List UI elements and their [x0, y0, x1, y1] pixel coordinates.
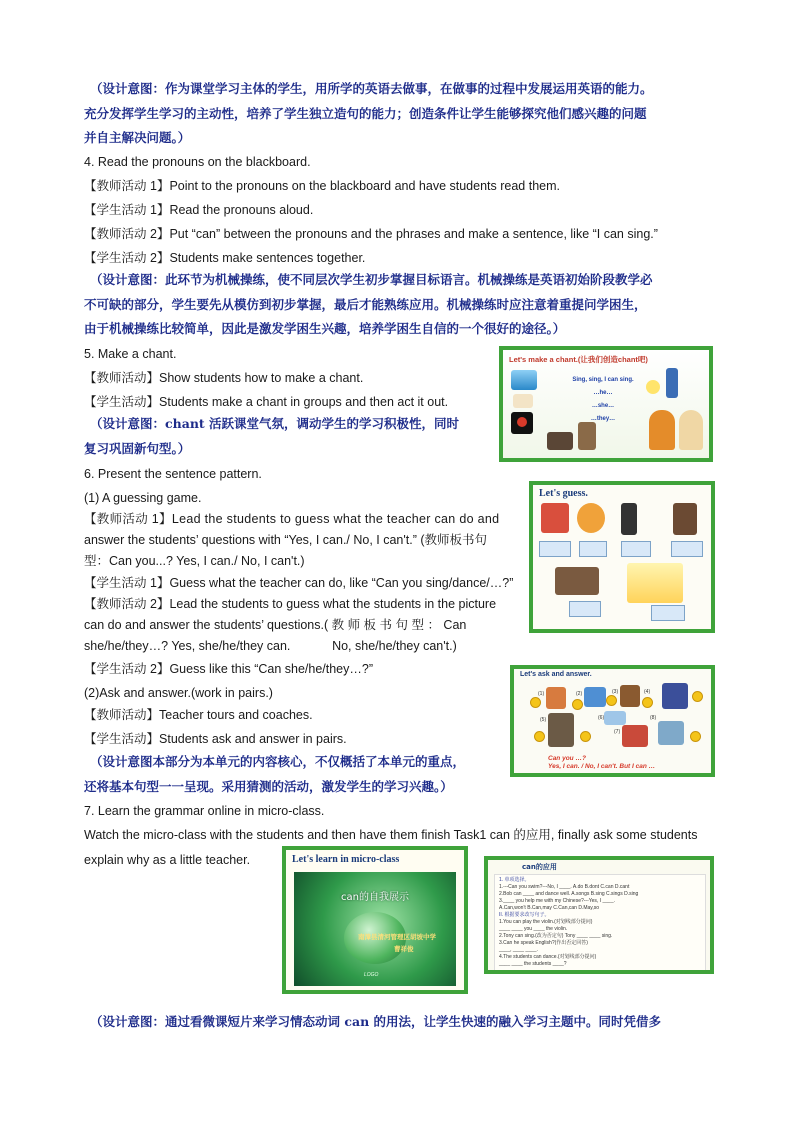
dancer-photo	[621, 503, 637, 535]
step6-sub1: (1) A guessing game.	[84, 491, 202, 505]
design-text: 还将基本句型一一呈现。采用猜测的活动，激发学生的学习兴趣。）	[84, 778, 453, 794]
step5-student	[84, 390, 484, 414]
activity-text: Read the pronouns aloud.	[169, 203, 314, 217]
worksheet-line: ____, ____ ____.	[499, 947, 538, 953]
slide-ask-answer	[510, 665, 715, 777]
step4-student-1	[84, 198, 712, 222]
design-text: 并自主解决问题。）	[84, 130, 191, 145]
picture-number: (3)	[612, 689, 619, 695]
worksheet-line: 3.Can he speak English?(作出否定回答)	[499, 940, 588, 946]
activity-picture	[604, 711, 626, 725]
design-text: 通过看微课短片来学习情态动词 can 的用法，让学生快速的融入学习主题中。同时凭借多	[165, 1014, 662, 1029]
worksheet	[494, 874, 706, 970]
slide-title: Let's guess.	[539, 488, 588, 499]
step6-student-3	[84, 727, 484, 751]
chant-line: Sing, sing, I can sing.	[572, 377, 634, 383]
activity-label: 【教师活动 2】	[84, 227, 170, 241]
activity-label: 【教师活动】	[84, 371, 160, 385]
smiley-icon	[572, 699, 583, 710]
smiley-icon	[534, 731, 545, 742]
picture-number: (7)	[614, 729, 621, 735]
guitar-photo	[673, 503, 697, 535]
activity-label: 【学生活动 1】	[84, 203, 170, 217]
camera-kid-image	[578, 422, 596, 450]
slide-guess	[529, 481, 715, 633]
worksheet-line: 4.The students can dance.(对划线部分提问)	[499, 954, 597, 960]
activity-label: 【教师活动 2】	[84, 597, 170, 611]
kid-image	[679, 410, 703, 450]
activity-text: Students ask and answer in pairs.	[159, 732, 347, 746]
activity-label: 【教师活动 1】	[84, 512, 172, 526]
design-intent-3	[84, 412, 494, 461]
worksheet-line: 2.Bob can ____ and dance well. A.songs B.sing C.sings D.sing	[499, 891, 639, 897]
design-label: （设计意图：	[90, 81, 166, 96]
picture-number: (5)	[540, 717, 547, 723]
worksheet-line: II. 根据要求改写句子。	[499, 912, 550, 918]
step6-teacher-2-line2: can do and answer the students’ questions.( 教 师 板 书 句 型 ： Can	[84, 618, 467, 632]
worksheet-line: 3.____ you help me with my Chinese?---Yes, I ____.	[499, 898, 615, 904]
video-player[interactable]	[294, 872, 456, 986]
step4-heading: 4. Read the pronouns on the blackboard.	[84, 155, 311, 169]
design-text: 充分发挥学生学习的主动性，培养了学生独立造句的能力；创造条件让学生能够探究他们感兴趣的问题	[84, 105, 647, 121]
activity-picture	[620, 685, 640, 707]
activity-text: Guess like this “Can she/he/they…?”	[169, 662, 374, 676]
chess-photo	[555, 567, 599, 595]
activity-text: Put “can” between the pronouns and the phrases and make a sentence, like “I can sing.”	[169, 227, 658, 241]
design-label: （设计意图：	[90, 1014, 166, 1029]
activity-text: Students make sentences together.	[169, 251, 366, 265]
worksheet-line: A.Can,won't B.Can,may C.Can,can D.May,so	[499, 905, 600, 911]
teacher-name: 曹祥俊	[394, 945, 414, 953]
slide-can-task	[484, 856, 714, 974]
design-text: 此环节为机械操练，使不同层次学生初步掌握目标语言。机械操练是英语初始阶段教学必	[165, 272, 653, 287]
smiley-icon	[692, 691, 703, 702]
question-pattern: Can you …?	[548, 755, 586, 762]
slide-title: Let's learn in micro-class	[292, 854, 400, 865]
slide-micro-class	[282, 846, 468, 994]
activity-text: Guess what the teacher can do, like “Can you sing/dance/…?”	[169, 576, 514, 590]
activity-picture	[622, 725, 648, 747]
activity-label: 【学生活动】	[84, 395, 160, 409]
design-label: （设计意图	[90, 754, 153, 769]
step6-teacher-1-line2: answer the students’ questions with “Yes, I can./ No, I can't.” (教师板书句	[84, 533, 488, 547]
worksheet-line: 1. 单项选择。	[499, 877, 530, 883]
step6-teacher-1-line3: 型：Can you...? Yes, I can./ No, I can't.)	[84, 554, 305, 568]
smiley-icon	[530, 697, 541, 708]
picture-number: (8)	[650, 715, 657, 721]
activity-text: Lead the students to guess what the teacher can do and	[171, 512, 500, 526]
answer-box	[569, 601, 601, 617]
swim-photo	[541, 503, 569, 533]
design-intent-2	[84, 268, 714, 342]
answer-box	[651, 605, 685, 621]
activity-text: Lead the students to guess what the students in the picture	[169, 597, 497, 611]
singer-image	[666, 368, 678, 398]
chess-image	[547, 432, 573, 450]
smiley-icon	[690, 731, 701, 742]
swimming-image	[511, 370, 537, 390]
step7-heading: 7. Learn the grammar online in micro-class.	[84, 804, 325, 818]
step4-teacher-2	[84, 222, 712, 246]
design-text: 作为课堂学习主体的学生，用所学的英语去做事，在做事的过程中发展运用英语的能力。	[165, 81, 653, 96]
activity-label: 【学生活动 1】	[84, 576, 170, 590]
pingpong-photo	[627, 563, 683, 603]
design-text: 复习巩固新句型。）	[84, 440, 191, 456]
design-label: （设计意图：	[90, 416, 166, 431]
step6-teacher-2-line3: she/he/they…? Yes, she/he/they can. No, she/he/they can't.)	[84, 639, 457, 653]
design-intent-5	[84, 1010, 714, 1035]
picture-number: (6)	[598, 715, 605, 721]
design-intent-4	[84, 750, 509, 799]
chant-line: …they…	[590, 416, 616, 422]
step7-line1: Watch the micro-class with the students and then have them finish Task1 can 的应用, finally ask some students	[84, 828, 698, 842]
activity-label: 【学生活动 2】	[84, 251, 170, 265]
design-text: 本部分为本单元的内容核心，不仅概括了本单元的重点，	[152, 754, 466, 769]
worksheet-line: 1.---Can you swim?---No, I ____. A.do B.dont C.can D.cant	[499, 884, 630, 890]
design-intent-1	[84, 77, 714, 151]
slide-title: Let's make a chant.(让我们创造chant吧)	[509, 355, 648, 364]
chant-line: …he…	[593, 390, 613, 396]
worksheet-line: ____ ____ the students ____?	[499, 961, 567, 967]
picture-number: (1)	[538, 691, 545, 697]
step6-teacher-3	[84, 703, 484, 727]
picture-number: (4)	[644, 689, 651, 695]
bird-image	[513, 394, 533, 408]
activity-picture	[662, 683, 688, 709]
worksheet-line: ____ ____ you ____ the violin.	[499, 926, 568, 932]
flower-image	[511, 412, 533, 434]
activity-label: 【教师活动】	[84, 708, 160, 722]
speaker-image	[646, 380, 660, 394]
answer-box	[621, 541, 651, 557]
smiley-icon	[606, 695, 617, 706]
activity-label: 【学生活动】	[84, 732, 160, 746]
activity-text: Point to the pronouns on the blackboard and have students read them.	[169, 179, 560, 193]
picture-number: (2)	[576, 691, 583, 697]
slide-title: Let's ask and answer.	[520, 671, 592, 678]
qa-pattern	[548, 755, 655, 771]
activity-label: 【学生活动 2】	[84, 662, 170, 676]
answer-box	[671, 541, 703, 557]
activity-picture	[546, 687, 566, 709]
design-label: （设计意图：	[90, 272, 166, 287]
design-text: chant 活跃课堂气氛，调动学生的学习积极性，同时	[165, 416, 460, 431]
school-name: 南漳县清河管理区胡坡中学	[358, 933, 436, 941]
activity-text: Teacher tours and coaches.	[159, 708, 313, 722]
slide-chant	[499, 346, 713, 462]
step5-teacher	[84, 366, 484, 390]
step6-student-2	[84, 657, 484, 681]
activity-label: 【教师活动 1】	[84, 179, 170, 193]
activity-picture	[548, 713, 574, 747]
step4-student-2	[84, 246, 712, 270]
activity-text: Show students how to make a chant.	[159, 371, 364, 385]
activity-picture	[658, 721, 684, 745]
answer-box	[579, 541, 607, 557]
smiley-icon	[580, 731, 591, 742]
activity-text: Students make a chant in groups and then act it out.	[159, 395, 449, 409]
step7-line2: explain why as a little teacher.	[84, 853, 251, 867]
kids-image	[649, 410, 675, 450]
design-text: 不可缺的部分，学生要先从模仿到初步掌握，最后才能熟练应用。机械操练时应注意着重提问学困生，	[84, 296, 647, 312]
video-title: can的自我展示	[341, 892, 409, 903]
design-text: 由于机械操练比较简单，因此是激发学困生兴趣，培养学困生自信的一个很好的途径。）	[84, 321, 566, 336]
smiley-icon	[642, 697, 653, 708]
worksheet-line: 1.You can play the violin.(对划线部分提问)	[499, 919, 593, 925]
step6-heading: 6. Present the sentence pattern.	[84, 467, 262, 481]
slide-title: can的应用	[522, 863, 557, 871]
chant-lines	[563, 374, 643, 426]
activity-picture	[584, 687, 606, 707]
answer-box	[539, 541, 571, 557]
step6-sub2: (2)Ask and answer.(work in pairs.)	[84, 686, 273, 700]
logo-text: LOGO	[364, 972, 379, 978]
step5-heading: 5. Make a chant.	[84, 347, 177, 361]
worksheet-line: 2.Tony can sing.(改为否定句) Tony ____ ____ sing.	[499, 933, 613, 939]
step4-teacher-1	[84, 174, 712, 198]
answer-pattern: Yes, I can. / No, I can't. But I can …	[548, 763, 656, 770]
ball-photo	[577, 503, 605, 533]
chant-line: …she…	[591, 403, 615, 409]
